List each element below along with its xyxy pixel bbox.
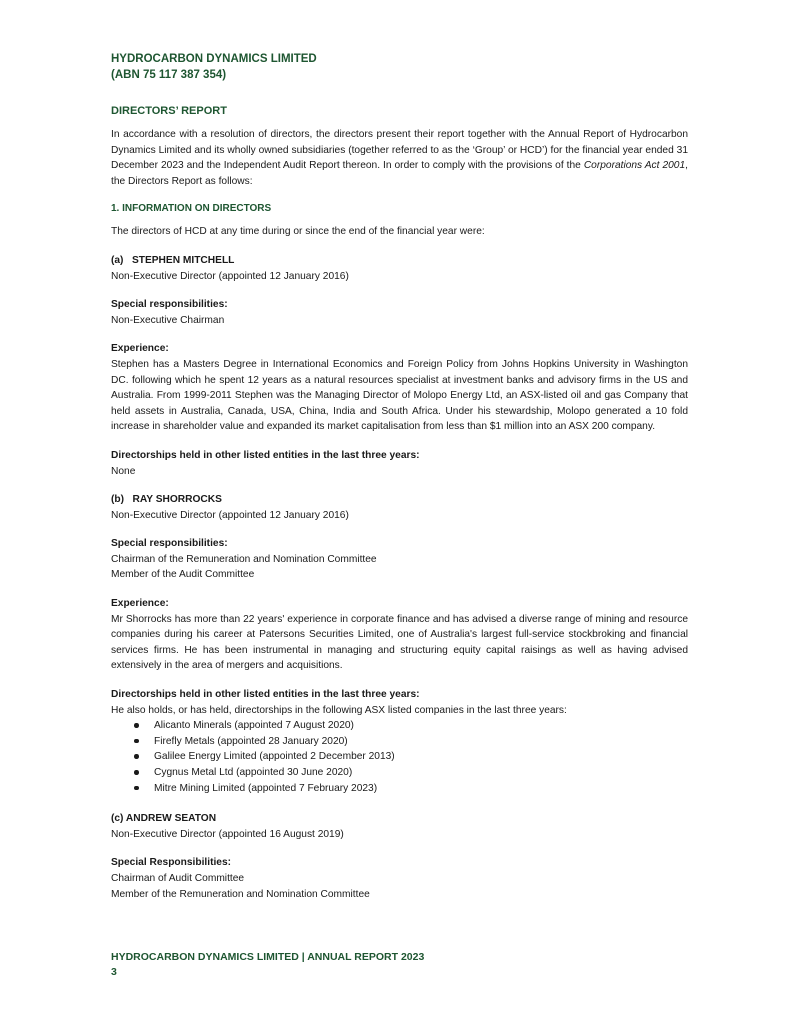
director-c-resp-2: Member of the Remuneration and Nomination Committee <box>111 888 370 900</box>
director-b-resp-title: Special responsibilities: <box>111 538 228 550</box>
director-c-name: (c) ANDREW SEATON <box>111 813 217 825</box>
director-a-dir: None <box>111 465 136 477</box>
director-a-exp: Stephen has a Masters Degree in International Economics and Foreign Policy from Johns Hopkins University in Washington DC. following which he spent 12 years as a natural resources specialist at investment banks and advisory firms in the US and Australia. From 1999-2011 Stephen was the Managing Director of Molopo Energy Ltd, an ASX-listed oil and gas Company that held assets in Australia, Canada, USA, China, India and South Africa. Under his stewardship, Molopo generated a 10 fold increase in shareholder value and expanded its market capitalisation from less than $1 million into an ASX 200 company. <box>111 358 688 433</box>
director-c-resp-1: Chairman of Audit Committee <box>111 872 245 884</box>
director-b-role: Non-Executive Director (appointed 12 January 2016) <box>111 509 349 521</box>
director-b-exp-title: Experience: <box>111 598 169 610</box>
director-b-dir-lead: He also holds, or has held, directorships in the following ASX listed companies in the last three years: <box>111 704 567 716</box>
intro-paragraph: In accordance with a resolution of directors, the directors present their report together with the Annual Report of Hydrocarbon Dynamics Limited and its wholly owned subsidiaries (together referred to as the ‘Group’ or HCD’) for the financial year ended 31 December 2023 and the Independent Audit Report thereon. In order to comply with the provisions of the Corporations Act 2001, the Directors Report as follows: <box>111 129 688 187</box>
company-abn: (ABN 75 117 387 354) <box>111 69 227 81</box>
list-item: Cygnus Metal Ltd (appointed 30 June 2020) <box>111 765 688 781</box>
footer-text: HYDROCARBON DYNAMICS LIMITED | ANNUAL REPORT 2023 <box>111 951 425 963</box>
list-item: Galilee Energy Limited (appointed 2 December 2013) <box>111 749 688 765</box>
director-b-name: (b) RAY SHORROCKS <box>111 494 222 506</box>
section-1-title: 1. INFORMATION ON DIRECTORS <box>111 203 272 215</box>
directorship-list <box>111 718 688 796</box>
report-page <box>111 51 688 902</box>
director-b-resp-1: Chairman of the Remuneration and Nomination Committee <box>111 553 377 565</box>
director-b-resp-2: Member of the Audit Committee <box>111 569 255 581</box>
report-title: DIRECTORS’ REPORT <box>111 105 227 117</box>
director-b-exp: Mr Shorrocks has more than 22 years' experience in corporate finance and has advised a diverse range of mining and resource companies during his career at Patersons Securities Limited, one of Australia's largest full-service stockbroking and financial services firms. He has been instrumental in managing and structuring equity capital raisings as well as having advised extensively in the area of mergers and acquisitions. <box>111 613 688 672</box>
list-item: Mitre Mining Limited (appointed 7 February 2023) <box>111 781 688 797</box>
section-1-lead: The directors of HCD at any time during or since the end of the financial year were: <box>111 226 485 238</box>
page-footer <box>111 950 424 980</box>
director-a-exp-title: Experience: <box>111 343 169 355</box>
director-b-dir-title: Directorships held in other listed entities in the last three years: <box>111 689 420 701</box>
company-name: HYDROCARBON DYNAMICS LIMITED <box>111 53 317 65</box>
director-a-resp: Non-Executive Chairman <box>111 314 225 326</box>
director-a-resp-title: Special responsibilities: <box>111 299 228 311</box>
director-a-name: (a) STEPHEN MITCHELL <box>111 254 235 266</box>
director-a-dir-title: Directorships held in other listed entities in the last three years: <box>111 449 420 461</box>
director-c-resp-title: Special Responsibilities: <box>111 857 232 869</box>
page-number: 3 <box>111 966 117 978</box>
list-item: Alicanto Minerals (appointed 7 August 2020) <box>111 718 688 734</box>
director-a-role: Non-Executive Director (appointed 12 January 2016) <box>111 270 349 282</box>
list-item: Firefly Metals (appointed 28 January 2020) <box>111 734 688 750</box>
director-c-role: Non-Executive Director (appointed 16 August 2019) <box>111 828 344 840</box>
